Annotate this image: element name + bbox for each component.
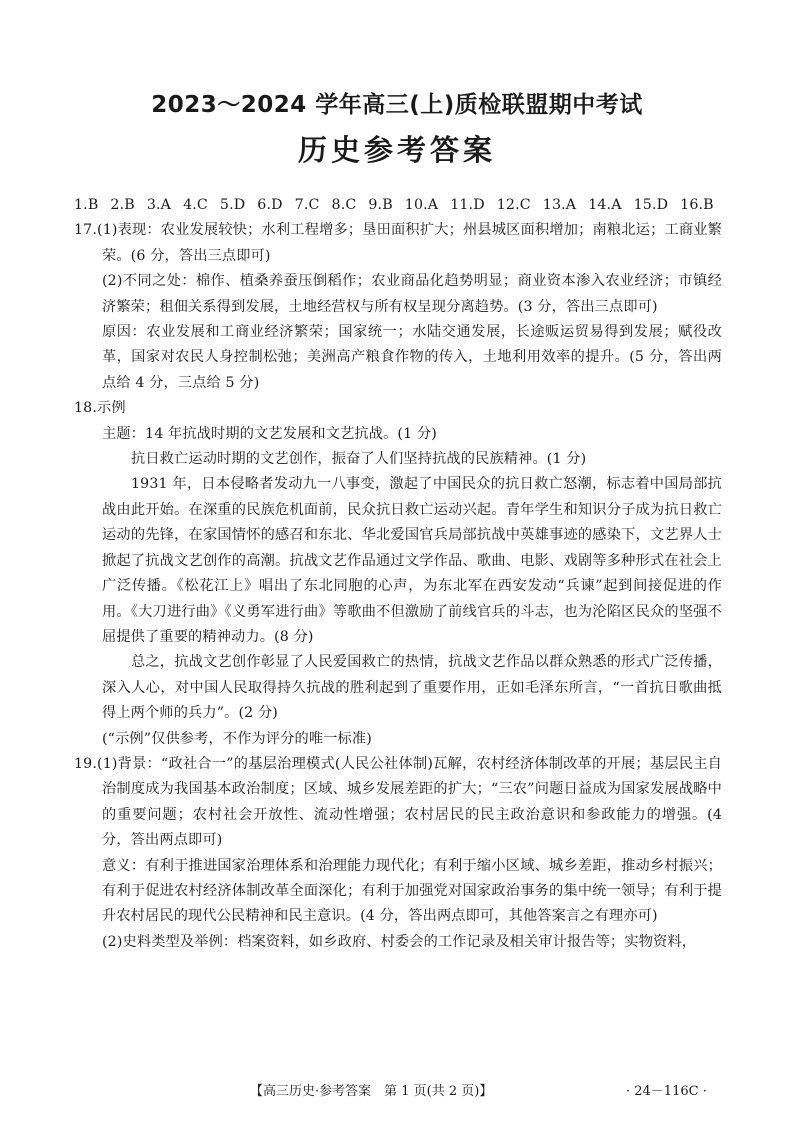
choice-answer: 13.A — [542, 197, 577, 213]
choice-answers-list — [74, 193, 722, 218]
q19-significance: 意义：有利于推进国家治理体系和治理能力现代化；有利于缩小区域、城乡差距，推动乡村振兴；有利于促进农村经济体制改革全面深化；有利于加强党对国家政治事务的集中统一领导；有利于提升农村居民的现代公民精神和民主意识。(4 分，答出两点即可，其他答案言之有理亦可) — [102, 857, 722, 925]
q18-body: 1931 年，日本侵略者发动九一八事变，激起了中国民众的抗日救亡怒潮，标志着中国局部抗战由此开始。在深重的民族危机面前，民众抗日救亡运动兴起。青年学生和知识分子成为抗日救亡运动的先锋，在家国情怀的感召和东北、华北爱国官兵局部抗战中英雄事迹的感染下，文艺界人士掀起了抗战文艺创作的高潮。抗战文艺作品通过文学作品、歌曲、电影、戏剧等多种形式在社会上广泛传播。《松花江上》唱出了东北同胞的心声，为东北军在西安发动“兵谏”起到间接促进的作用。《大刀进行曲》《义勇军进行曲》等歌曲不但激励了前线官兵的斗志，也为沦陷区民众的坚强不屈提供了重要的精神动力。(8 分) — [102, 476, 722, 645]
choice-answer: 7.C — [294, 197, 320, 213]
choice-answer: 14.A — [588, 197, 622, 213]
document-subtitle: 历史参考答案 — [297, 133, 496, 167]
choice-answer: 15.D — [633, 197, 669, 213]
q19-part1: 19.(1)背景：“政社合一”的基层治理模式(人民公社体制)瓦解，农村经济体制改革的开展；基层民主自治制度成为我国基本政治制度；区域、城乡发展差距的扩大；“三农”问题日益成为国家发展战略中的重要问题；农村社会开放性、流动性增强；农村居民的民主政治意识和参政能力的增强。(4 分，答出两点即可) — [74, 755, 722, 849]
choice-answer: 3.A — [146, 197, 172, 213]
choice-answer: 16.B — [680, 197, 714, 213]
q19-part2: (2)史料类型及举例：档案资料，如乡政府、村委会的工作记录及相关审计报告等；实物资料， — [102, 933, 697, 950]
answer-body — [74, 193, 722, 955]
q17-part1: 17.(1)表现：农业发展较快；水利工程增多；垦田面积扩大；州县城区面积增加；南粮北运；工商业繁荣。(6 分，答出三点即可) — [74, 222, 722, 264]
choice-answer: 12.C — [496, 197, 531, 213]
choice-answer: 8.C — [331, 197, 357, 213]
choice-answer: 1.B — [74, 197, 99, 213]
choice-answer: 11.D — [450, 197, 485, 213]
footer-page-info: 【高三历史·参考答案 第 1 页(共 2 页)】 — [250, 1084, 493, 1099]
choice-answer: 9.B — [368, 197, 393, 213]
q18-thesis: 抗日救亡运动时期的文艺创作，振奋了人们坚持抗战的民族精神。(1 分) — [131, 451, 587, 468]
choice-answer: 10.A — [404, 197, 439, 213]
choice-answer: 2.B — [110, 197, 135, 213]
exam-title: 2023～2024 学年高三(上)质检联盟期中考试 — [151, 92, 643, 118]
choice-answer: 4.C — [183, 197, 208, 213]
q17-part3: 原因：农业发展和工商业经济繁荣；国家统一；水陆交通发展，长途贩运贸易得到发展；赋役改革，国家对农民人身控制松弛；美洲高产粮食作物的传入，土地利用效率的提升。(5 分，答出两点给 4 分，三点给 5 分) — [102, 324, 722, 391]
q18-theme: 主题：14 年抗战时期的文艺发展和文艺抗战。(1 分) — [102, 425, 437, 442]
q18-conclusion: 总之，抗战文艺创作彰显了人民爱国救亡的热情，抗战文艺作品以群众熟悉的形式广泛传播，深入人心，对中国人民取得持久抗战的胜利起到了重要作用，正如毛泽东所言，“一首抗日歌曲抵得上两个师的兵力”。(2 分) — [102, 654, 722, 722]
q18-label: 18.示例 — [74, 400, 126, 417]
footer-exam-code: · 24－116C · — [626, 1084, 707, 1099]
q17-part2: (2)不同之处：棉作、植桑养蚕压倒稻作；农业商品化趋势明显；商业资本渗入农业经济；市镇经济繁荣；租佃关系得到发展，土地经营权与所有权呈现分离趋势。(3 分，答出三点即可) — [102, 273, 722, 315]
q18-note: (“示例”仅供参考，不作为评分的唯一标准) — [102, 730, 372, 747]
choice-answer: 5.D — [219, 197, 246, 213]
choice-answer: 6.D — [257, 197, 283, 213]
